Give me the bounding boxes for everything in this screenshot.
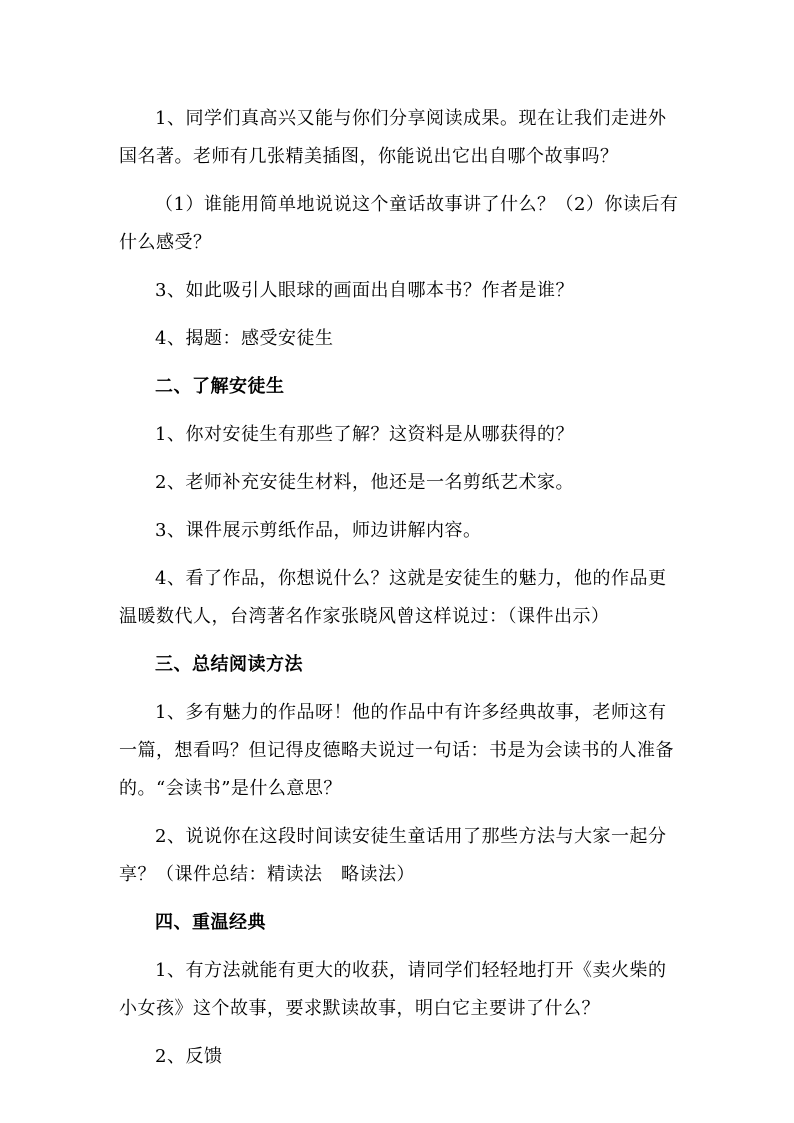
paragraph-11: 1、有方法就能有更大的收获，请同学们轻轻地打开《卖火柴的小女孩》这个故事，要求默读故事，明白它主要讲了什么？: [119, 960, 667, 1019]
document-body: [119, 100, 679, 1086]
paragraph-12: 2、反馈: [155, 1046, 223, 1067]
paragraph-8: 4、看了作品，你想说什么？这就是安徒生的魅力，他的作品更温暖数代人，台湾著名作家张晓风曾这样说过：（课件出示）: [119, 568, 667, 627]
paragraph-9: 1、多有魅力的作品呀！他的作品中有许多经典故事，老师这有一篇，想看吗？但记得皮德略夫说过一句话：书是为会读书的人准备的。“会读书”是什么意思？: [119, 702, 674, 799]
paragraph-10: 2、说说你在这段时间读安徒生童话用了那些方法与大家一起分享？（课件总结：精读法 略读法）: [119, 826, 667, 885]
paragraph-3: 3、如此吸引人眼球的画面出自哪本书？作者是谁？: [155, 280, 574, 301]
paragraph-4: 4、揭题：感受安徒生: [155, 328, 334, 349]
paragraph-1: 1、同学们真高兴又能与你们分享阅读成果。现在让我们走进外国名著。老师有几张精美插图，你能说出它出自哪个故事吗？: [119, 108, 667, 167]
paragraph-2: （1）谁能用简单地说说这个童话故事讲了什么？（2）你读后有什么感受？: [119, 194, 679, 253]
section-heading-3: 三、总结阅读方法: [155, 654, 303, 675]
paragraph-7: 3、课件展示剪纸作品，师边讲解内容。: [155, 520, 482, 541]
section-heading-2: 二、了解安徒生: [155, 376, 285, 397]
paragraph-5: 1、你对安徒生有那些了解？这资料是从哪获得的？: [155, 424, 574, 445]
paragraph-6: 2、老师补充安徒生材料，他还是一名剪纸艺术家。: [155, 472, 574, 493]
section-heading-4: 四、重温经典: [155, 912, 266, 933]
